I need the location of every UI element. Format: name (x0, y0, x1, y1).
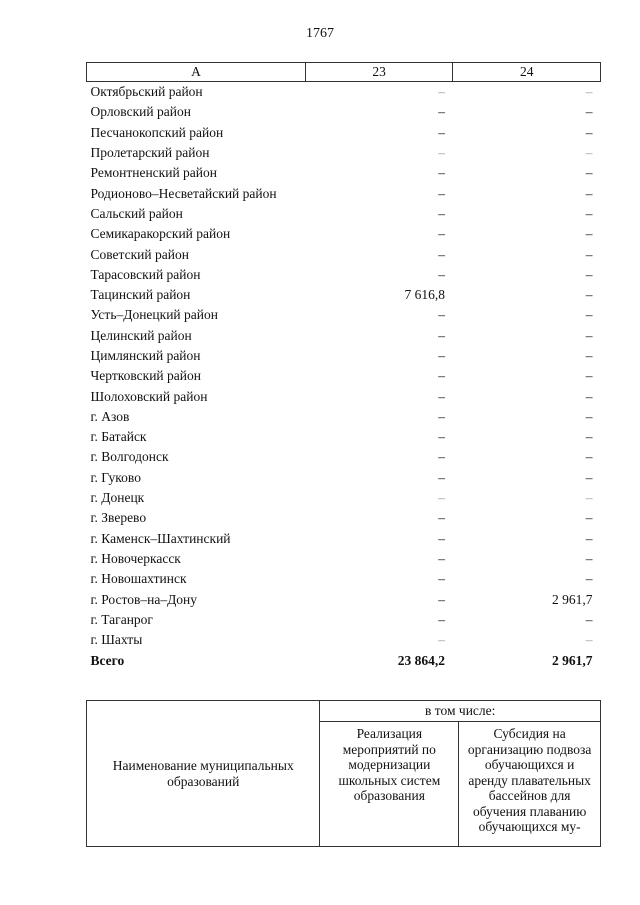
value-col-24: – (585, 348, 593, 363)
municipality-name: Семикаракорский район (90, 226, 231, 242)
transport-subsidy-header: Субсидия на организацию подвоза обучающихся и аренду плавательных бассейнов для обучения плаванию обучающихся му- (459, 722, 601, 847)
value-col-24: – (585, 266, 593, 282)
value-col-23: – (438, 246, 445, 262)
municipality-name: Песчанокопский район (90, 124, 224, 140)
value-col-24: – (585, 449, 593, 465)
table-row (87, 244, 601, 264)
table-row (87, 183, 601, 203)
table-row (87, 630, 601, 650)
value-col-23: – (438, 226, 445, 242)
table-header-row (87, 63, 601, 82)
value-col-24: – (585, 510, 593, 526)
value-col-23: – (438, 388, 445, 404)
value-col-24: – (585, 632, 593, 648)
value-col-23: – (438, 185, 445, 201)
value-col-23: – (438, 632, 445, 648)
value-col-23: – (438, 591, 445, 607)
table-row (87, 305, 601, 325)
municipality-name: г. Ростов–на–Дону (90, 591, 198, 607)
value-col-23: – (438, 104, 445, 120)
value-col-23: – (438, 530, 445, 546)
municipality-name: Родионово–Несветайский район (90, 185, 277, 201)
value-col-24: – (585, 185, 593, 201)
value-col-23: – (438, 571, 445, 587)
value-col-24: – (585, 530, 593, 546)
table-row (87, 610, 601, 630)
value-col-23: – (438, 550, 445, 566)
value-col-24: – (585, 611, 593, 627)
table-row (87, 346, 601, 366)
table-row (87, 508, 601, 528)
value-col-24: – (585, 205, 593, 221)
municipality-name: Сальский район (90, 205, 183, 221)
table-row (87, 427, 601, 447)
value-col-24: – (585, 84, 593, 100)
municipality-name: г. Гуково (90, 469, 141, 485)
municipality-name: г. Азов (90, 408, 130, 424)
value-col-23: – (438, 510, 445, 526)
table-row (87, 143, 601, 163)
table-row (87, 326, 601, 346)
municipality-name: Цимлянский район (90, 348, 201, 363)
total-label: Всего (90, 652, 125, 668)
header-col-23: 23 (305, 63, 453, 82)
table-row (87, 102, 601, 122)
budget-table (86, 62, 601, 671)
value-col-23: – (438, 449, 445, 465)
value-col-23: – (438, 429, 445, 445)
value-col-23: – (438, 84, 445, 100)
municipality-name: г. Зверево (90, 510, 147, 526)
value-col-24: – (585, 368, 593, 384)
value-col-24: – (585, 145, 593, 161)
value-col-24: – (585, 124, 593, 140)
municipality-name: Орловский район (90, 104, 191, 120)
value-col-24: – (585, 571, 593, 587)
value-col-23: – (438, 469, 445, 485)
value-col-24: – (585, 469, 593, 485)
value-col-23: 7 616,8 (404, 287, 445, 303)
value-col-23: – (438, 327, 445, 343)
municipality-name: Чертковский район (90, 368, 201, 384)
municipality-name: г. Батайск (90, 429, 147, 445)
table-row (87, 386, 601, 406)
table-row (87, 569, 601, 589)
municipality-name: г. Новошахтинск (90, 571, 187, 587)
municipality-name: Советский район (90, 246, 189, 262)
municipality-name: г. Таганрог (90, 611, 153, 627)
municipality-name: Целинский район (90, 327, 192, 343)
municipality-name: Тарасовский район (90, 266, 201, 282)
table-row (87, 529, 601, 549)
table-row (87, 488, 601, 508)
table-row (87, 285, 601, 305)
municipality-name: г. Донецк (90, 490, 145, 506)
value-col-24: – (585, 165, 593, 181)
municipality-name: Ремонтненский район (90, 165, 217, 181)
value-col-24: – (585, 550, 593, 566)
municipality-name: г. Волгодонск (90, 449, 169, 465)
value-col-24: – (585, 246, 593, 262)
value-col-23: – (438, 165, 445, 181)
municipality-name: г. Шахты (90, 632, 143, 648)
table-row (87, 366, 601, 386)
municipality-name: г. Каменск–Шахтинский (90, 530, 231, 546)
modernization-header: Реализация мероприятий по модернизации школьных систем образования (320, 722, 459, 847)
table-row (87, 549, 601, 569)
value-col-23: – (438, 124, 445, 140)
table-row (87, 224, 601, 244)
municipality-name: Усть–Донецкий район (90, 307, 218, 323)
table-row (87, 468, 601, 488)
table-body (87, 82, 601, 672)
table-row (87, 265, 601, 285)
value-col-23: – (438, 348, 445, 363)
total-col-23: 23 864,2 (397, 652, 445, 668)
header-col-24: 24 (453, 63, 601, 82)
value-col-24: – (585, 307, 593, 323)
page-number: 1767 (306, 26, 334, 41)
municipality-name: Пролетарский район (90, 145, 210, 161)
value-col-24: – (585, 327, 593, 343)
value-col-23: – (438, 368, 445, 384)
municipality-name: Шолоховский район (90, 388, 208, 404)
value-col-23: – (438, 266, 445, 282)
table-row (87, 82, 601, 103)
table-row (87, 204, 601, 224)
value-col-24: – (585, 287, 593, 303)
value-col-24: – (585, 429, 593, 445)
table-row (87, 163, 601, 183)
value-col-23: – (438, 408, 445, 424)
value-col-24: – (585, 388, 593, 404)
table-row (87, 447, 601, 467)
municipality-name: Тацинский район (90, 287, 191, 303)
value-col-24: 2 961,7 (552, 591, 593, 607)
table-row (87, 589, 601, 609)
value-col-24: – (585, 104, 593, 120)
header-col-a: А (87, 63, 306, 82)
total-row (87, 650, 601, 671)
including-header: в том числе: (320, 701, 601, 722)
value-col-23: – (438, 205, 445, 221)
table-row (87, 123, 601, 143)
total-col-24: 2 961,7 (552, 652, 593, 668)
value-col-23: – (438, 611, 445, 627)
municipalities-header: Наименование муниципальных образований (87, 701, 320, 847)
second-table-header (86, 700, 601, 847)
value-col-23: – (438, 490, 445, 506)
value-col-24: – (585, 408, 593, 424)
value-col-23: – (438, 145, 445, 161)
value-col-24: – (585, 490, 593, 506)
table-row (87, 407, 601, 427)
municipality-name: Октябрьский район (90, 84, 203, 100)
value-col-23: – (438, 307, 445, 323)
value-col-24: – (585, 226, 593, 242)
municipality-name: г. Новочеркасск (90, 550, 181, 566)
